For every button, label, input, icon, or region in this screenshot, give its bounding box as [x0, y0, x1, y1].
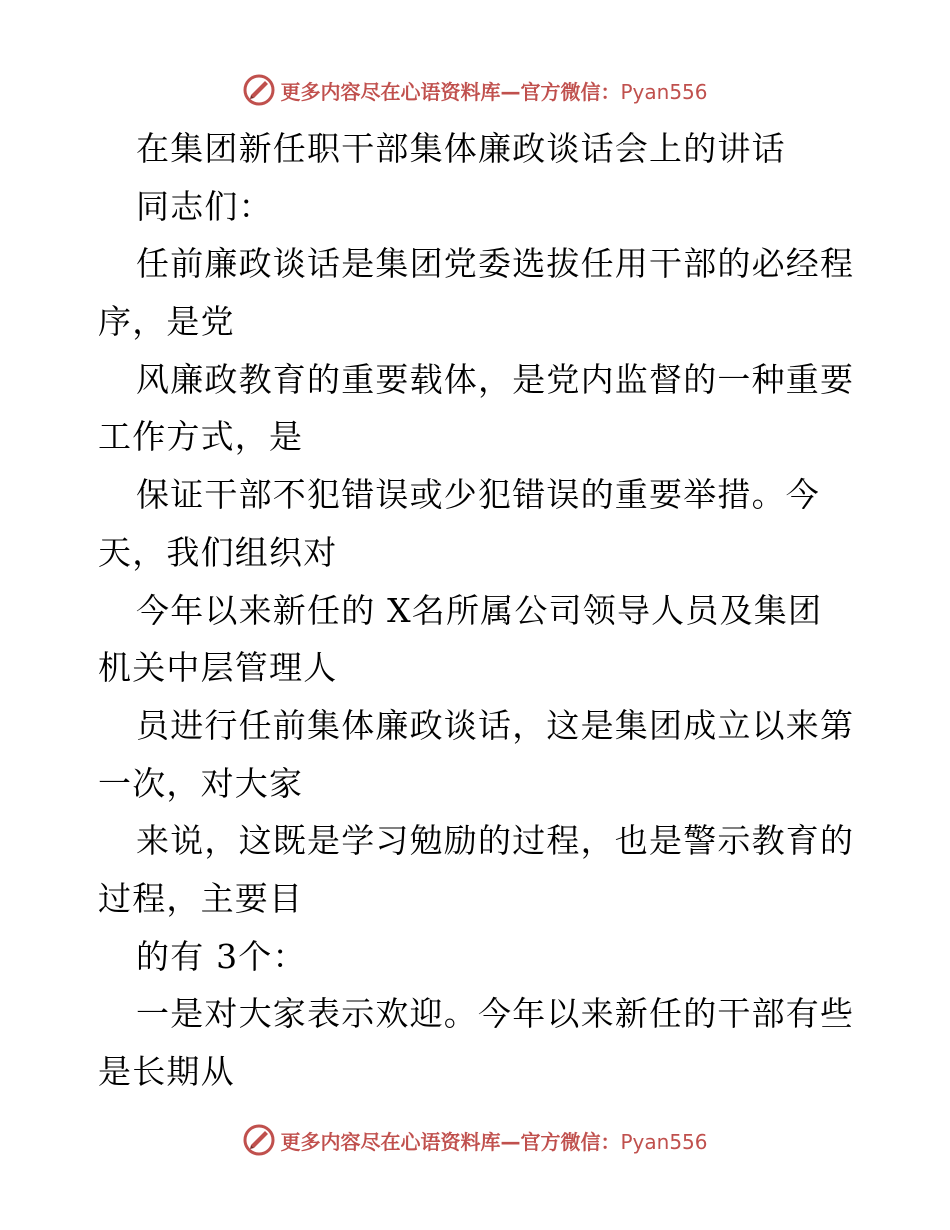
text-line: 保证干部不犯错误或少犯错误的重要举措。今 — [136, 475, 820, 515]
text-line: 风廉政教育的重要载体，是党内监督的一种重要 — [136, 359, 855, 399]
text-line: 一次，对大家 — [98, 763, 304, 803]
salutation: 同志们： — [136, 186, 273, 226]
text-line: 来说，这既是学习勉励的过程，也是警示教育的 — [136, 821, 855, 861]
text-line: 今年以来新任的 X名所属公司领导人员及集团 — [136, 590, 823, 630]
text-line: 是长期从 — [98, 1052, 235, 1091]
watermark-text: 更多内容尽在心语资料库—官方微信：Pyan556 — [280, 79, 708, 104]
text-line: 员进行任前集体廉政谈话，这是集团成立以来第 — [136, 705, 855, 745]
brand-logo-icon — [242, 1123, 276, 1157]
watermark-text: 更多内容尽在心语资料库—官方微信：Pyan556 — [280, 1129, 708, 1154]
text-line: 任前廉政谈话是集团党委选拔任用干部的必经程 — [136, 244, 855, 284]
speech-title: 在集团新任职干部集体廉政谈话会上的讲话 — [136, 129, 786, 168]
text-line: 工作方式，是 — [98, 417, 304, 457]
document-body — [98, 120, 858, 1101]
text-line: 一是对大家表示欢迎。今年以来新任的干部有些 — [136, 994, 855, 1034]
brand-logo-icon — [242, 73, 276, 107]
text-line: 机关中层管理人 — [98, 648, 338, 688]
text-line: 天，我们组织对 — [98, 532, 338, 572]
text-line: 的有 3个： — [136, 936, 307, 976]
header-watermark — [0, 70, 950, 110]
text-line: 过程，主要目 — [98, 878, 304, 918]
text-line: 序，是党 — [98, 302, 235, 342]
footer-watermark — [0, 1120, 950, 1160]
